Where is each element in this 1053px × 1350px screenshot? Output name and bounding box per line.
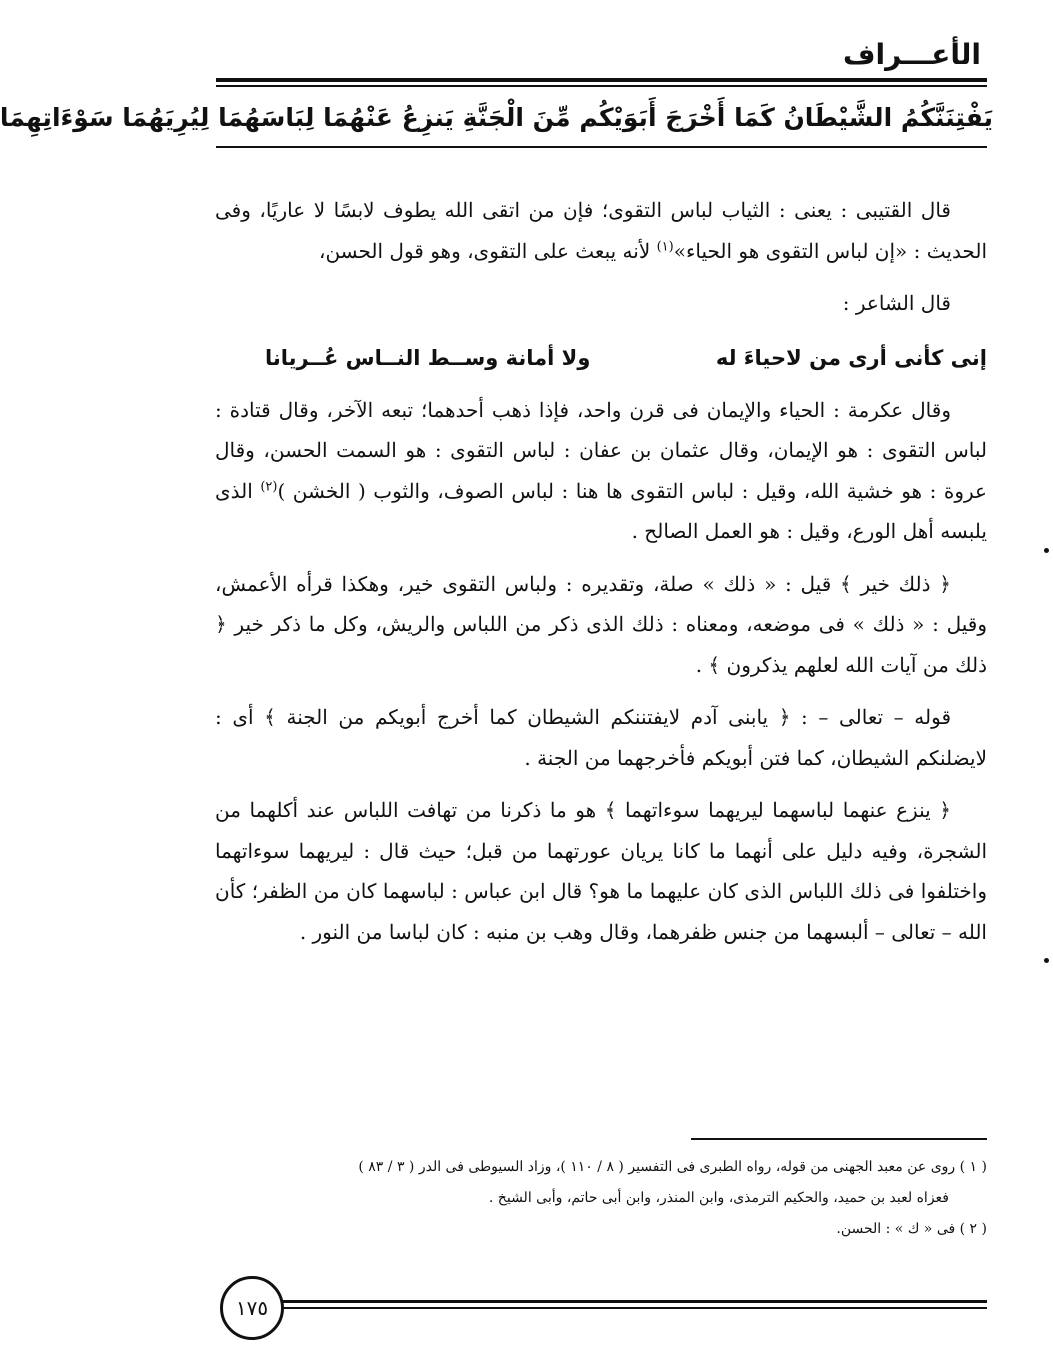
paragraph-text: قال القتيبى : يعنى : الثياب لباس التقوى؛ فإن من اتقى الله يطوف لابسًا لا عاريًا، وفى الحديث : «إن لباس التقوى هو الحياء» — [215, 198, 987, 263]
paragraph-dhalika-khayr: ﴿ ذلك خير ﴾ قيل : « ذلك » صلة، وتقديره : ولباس التقوى خير، وهكذا قرأه الأعمش، وقيل : « ذلك » فى موضعه، ومعناه : ذلك الذى ذكر من اللباس والريش، وكل ما ذكر خير ﴿ ذلك من آيات الله لعلهم يذكرون ﴾ . — [215, 571, 987, 677]
running-title: الأعـــراف — [842, 38, 981, 71]
paragraph-text: لأنه يبعث على التقوى، وهو قول الحسن، — [318, 238, 657, 263]
footnote-1: ( ١ ) روى عن معبد الجهنى من قوله، رواه الطبرى فى التفسير ( ٨ / ١١٠ )، وزاد السيوطى فى الدر ( ٣ / ٨٣ ) — [358, 1159, 987, 1175]
folio-rule-thick — [276, 1300, 987, 1303]
poem-first-hemistich: إنى كأنى أرى من لاحياءَ له — [715, 345, 987, 370]
poem-verse — [215, 336, 987, 380]
margin-dot — [1044, 548, 1049, 553]
paragraph-text: الذى يلبسه أهل الورع، وقيل : هو العمل الصالح . — [215, 478, 987, 543]
page-number: ١٧٥ — [220, 1276, 284, 1340]
footnote-2: ( ٢ ) فى « ك » : الحسن. — [836, 1221, 987, 1237]
paragraph-qutaybi — [215, 190, 987, 271]
footnote-ref-1: (١) — [656, 238, 674, 254]
margin-dot — [1044, 958, 1049, 963]
verse-header-rule — [216, 146, 987, 148]
verse-header: يَفْتِنَنَّكُمُ الشَّيْطَانُ كَمَا أَخْرَجَ أَبَوَيْكُم مِّنَ الْجَنَّةِ يَنزِعُ عَنْهُمَا لِبَاسَهُمَا لِيُرِيَهُمَا سَوْءَاتِهِمَا — [0, 103, 993, 132]
footnote-separator — [691, 1138, 987, 1140]
footnotes — [215, 1152, 987, 1245]
paragraph-ikrima — [215, 390, 987, 552]
paragraph-yanzi: ﴿ ينزع عنهما لباسهما ليريهما سوءاتهما ﴾ هو ما ذكرنا من تهافت اللباس عند أكلهما من الشجرة، وفيه دليل على أنهما ما كانا يريان عورتهما من قبل؛ حيث قال : ليريهما سوءاتهما واختلفوا فى ذلك اللباس الذى كان عليهما ما هو؟ قال ابن عباس : لباسهما كان من الظفر؛ كأن الله – تعالى – ألبسهما من جنس ظفرهما، وقال وهب بن منبه : كان لباسا من النور . — [215, 798, 987, 944]
paragraph-ya-bani-adam: قوله – تعالى – : ﴿ يابنى آدم لايفتننكم الشيطان كما أخرج أبويكم من الجنة ﴾ أى : لايضلنكم الشيطان، كما فتن أبويكم فأخرجهما من الجنة . — [215, 705, 987, 770]
header-rule-thick — [216, 78, 987, 82]
footnote-1-continued: فعزاه لعبد بن حميد، والحكيم الترمذى، وابن المنذر، وابن أبى حاتم، وأبى الشيخ . — [488, 1190, 949, 1206]
poet-intro: قال الشاعر : — [842, 291, 951, 315]
folio-rule-thin — [276, 1307, 987, 1309]
poem-second-hemistich: ولا أمانة وســط النــاس عُــريانا — [265, 345, 591, 370]
footnote-ref-2: (٢) — [260, 478, 278, 494]
header-rule-thin — [216, 85, 987, 87]
commentary-body — [215, 190, 987, 964]
paragraph-text: وقال عكرمة : الحياء والإيمان فى قرن واحد، فإذا ذهب أحدهما؛ تبعه الآخر، وقال قتادة : لباس التقوى : هو الإيمان، وقال عثمان بن عفان : لباس التقوى : هو السمت الحسن، وقال عروة : هو خشية الله، وقيل : لباس التقوى ها هنا : لباس الصوف، والثوب ( الخشن ) — [215, 397, 987, 503]
